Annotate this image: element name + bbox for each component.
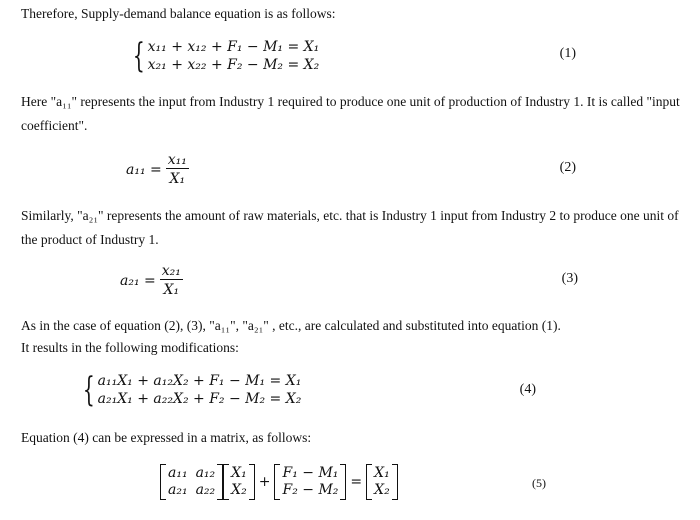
matrix-a12: a₁₂ xyxy=(195,465,216,481)
equation-2-numerator: x₁₁ xyxy=(167,152,187,168)
vector-f1: F₁ − M₁ xyxy=(282,465,339,481)
equation-4 xyxy=(78,372,301,408)
equation-3-lhs: a₂₁ = xyxy=(120,272,156,289)
matrix-a22: a₂₂ xyxy=(195,482,216,498)
plus-sign: + xyxy=(258,474,271,490)
left-brace: { xyxy=(132,36,145,76)
vector-x2: X₂ xyxy=(231,482,247,498)
production-vector xyxy=(223,464,255,500)
equation-3-numerator: x₂₁ xyxy=(161,263,181,279)
equation-2-denominator: X₁ xyxy=(169,171,186,187)
coefficient-matrix xyxy=(160,464,223,500)
final-demand-vector xyxy=(274,464,346,500)
equals-sign: = xyxy=(350,474,363,490)
equation-1-line-2: x₂₁ + x₂₂ + F₂ − M₂ = X₂ xyxy=(147,57,320,73)
equation-3 xyxy=(120,263,183,298)
equation-3-number: (3) xyxy=(561,271,578,286)
equation-4-line-1: a₁₁X₁ + a₁₂X₂ + F₁ − M₁ = X₁ xyxy=(97,373,302,389)
raw-materials-text: Similarly, "a₂₁" represents the amount of raw materials, etc. that is Industry 1 input from Industry 2 to produce one unit of the product of Industry 1. xyxy=(21,208,679,247)
equation-2 xyxy=(126,152,189,187)
matrix-intro-text: Equation (4) can be expressed in a matrix, as follows: xyxy=(21,430,312,445)
vector-r1: X₁ xyxy=(374,465,390,481)
intro-text: Therefore, Supply-demand balance equation is as follows: xyxy=(21,6,336,21)
modifications-text: It results in the following modifications: xyxy=(21,340,239,355)
matrix-a11: a₁₁ xyxy=(168,465,188,481)
equation-2-number: (2) xyxy=(559,160,576,175)
equation-1-number: (1) xyxy=(559,46,576,61)
substitution-text: As in the case of equation (2), (3), "a₁₁", "a₂₁" , etc., are calculated and substituted into equation (1). xyxy=(21,318,561,333)
matrix-a21: a₂₁ xyxy=(168,482,188,498)
input-coefficient-text: Here "a₁₁" represents the input from Industry 1 required to produce one unit of production of Industry 1. It is called "input coefficient". xyxy=(21,94,680,133)
vector-r2: X₂ xyxy=(374,482,390,498)
equation-4-number: (4) xyxy=(519,382,536,397)
equation-5 xyxy=(160,464,398,500)
vector-x1: X₁ xyxy=(231,465,247,481)
equation-3-denominator: X₁ xyxy=(163,282,180,298)
equation-5-number: (5) xyxy=(532,476,546,490)
result-vector xyxy=(366,464,398,500)
equation-2-lhs: a₁₁ = xyxy=(126,161,162,178)
left-brace: { xyxy=(82,370,95,410)
equation-4-line-2: a₂₁X₁ + a₂₂X₂ + F₂ − M₂ = X₂ xyxy=(97,391,302,407)
vector-f2: F₂ − M₂ xyxy=(282,482,339,498)
equation-1 xyxy=(128,38,319,74)
equation-1-line-1: x₁₁ + x₁₂ + F₁ − M₁ = X₁ xyxy=(147,39,320,55)
